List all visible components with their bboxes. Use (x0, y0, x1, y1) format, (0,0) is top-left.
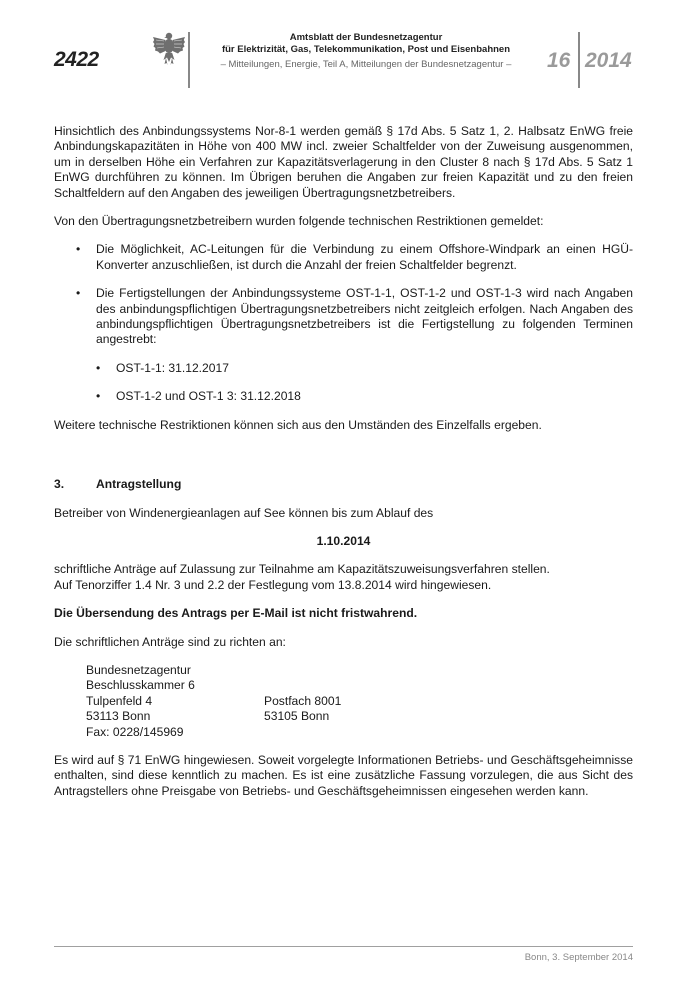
paragraph-anbindungssystem: Hinsichtlich des Anbindungssystems Nor-8-1 werden gemäß § 17d Abs. 5 Satz 1, 2. Halbsatz EnWG freie Anbindungskapazitäten in Höhe von 400 MW incl. zweier Schaltfelder von der Zuweisung ausgenommen, um in derselben Höhe ein Verfahren zur Kapazitätsverlagerung in den Cluster 8 nach § 17d Abs. 5 Satz 1 EnWG durchführen zu können. Im Übrigen beruhen die Angaben zur freien Kapazität und zu den freien Schaltfeldern auf den Angaben des jeweiligen Übertragungsnetzbetreibers. (54, 124, 633, 200)
paragraph-restriktionen-intro: Von den Übertragungsnetzbetreibern wurden folgende technischen Restriktionen gemeldet: (54, 214, 544, 229)
section-number: 3. (54, 477, 65, 492)
paragraph-antraege-line-2: Auf Tenorziffer 1.4 Nr. 3 und 2.2 der Festlegung vom 13.8.2014 wird hingewiesen. (54, 577, 492, 592)
footer-divider (54, 946, 633, 947)
address-row-street (86, 694, 633, 709)
paragraph-antraege-line-1: schriftliche Anträge auf Zulassung zur Teilnahme am Kapazitätszuweisungsverfahren stellen. (54, 562, 550, 577)
address-postbox-city: 53105 Bonn (264, 709, 330, 724)
gazette-subtitle: – Mitteilungen, Energie, Teil A, Mitteilungen der Bundesnetzagentur – (220, 59, 512, 70)
deadline-date: 1.10.2014 (316, 533, 371, 548)
restriction-list (54, 242, 633, 347)
completion-date-ost-1-2-3: • OST-1-2 und OST-1 3: 31.12.2018 (54, 389, 633, 404)
postal-address (54, 663, 633, 740)
restriction-item-fertigstellung: • Die Fertigstellungen der Anbindungssysteme OST-1-1, OST-1-2 und OST-1-3 wird nach Angaben des anbindungspflichtigen Übertragungsnetzbetreibers nicht zeitgleich erfolgen. Nach Angaben des anbindungspflichtigen Übertragungsnetzbetreibers ist die Fertigstellung zu folgenden Terminen angestrebt: (54, 286, 633, 348)
header-divider (188, 32, 190, 88)
completion-date-ost-1-1: • OST-1-1: 31.12.2017 (54, 361, 633, 376)
address-row-city (86, 709, 633, 724)
issue-number: 16 (547, 49, 571, 72)
address-agency: Bundesnetzagentur (86, 662, 191, 677)
address-fax: Fax: 0228/145969 (86, 724, 184, 739)
section-heading (54, 477, 633, 492)
issue-year: 2014 (585, 49, 632, 72)
issue-divider (578, 32, 580, 88)
address-postbox: Postfach 8001 (264, 693, 342, 708)
address-street: Tulpenfeld 4 (86, 693, 153, 708)
address-chamber: Beschlusskammer 6 (86, 678, 195, 693)
address-city: 53113 Bonn (86, 709, 151, 724)
page-number: 2422 (54, 48, 99, 71)
gazette-title-line-1: Amtsblatt der Bundesnetzagentur (289, 32, 443, 43)
federal-eagle-icon (152, 31, 186, 67)
paragraph-geschaeftsgeheimnisse: Es wird auf § 71 EnWG hingewiesen. Soweit vorgelegte Informationen Betriebs- und Geschäftsgeheimnisse enthalten, sind diese kenntlich zu machen. Es ist eine zusätzliche Fassung vorzulegen, die aus Sicht des Antragstellers ohne Preisgabe von Betriebs- und Geschäftsgeheimnissen eingesehen werden kann. (54, 752, 633, 798)
email-notice: Die Übersendung des Antrags per E-Mail ist nicht fristwahrend. (54, 606, 418, 621)
gazette-title (210, 32, 522, 56)
gazette-title-line-2: für Elektrizität, Gas, Telekommunikation, Post und Eisenbahnen (221, 44, 511, 55)
document-body (54, 124, 633, 799)
paragraph-weitere-restriktionen: Weitere technische Restriktionen können sich aus den Umständen des Einzelfalls ergeben. (54, 417, 542, 432)
restriction-item-ac-leitungen: • Die Möglichkeit, AC-Leitungen für die Verbindung zu einem Offshore-Windpark an einen HGÜ-Konverter anzuschließen, ist durch die Anzahl der freien Schaltfelder begrenzt. (54, 242, 633, 273)
completion-dates-list (54, 361, 633, 405)
paragraph-antragsfrist: Betreiber von Windenergieanlagen auf See können bis zum Ablauf des (54, 505, 434, 520)
section-title: Antragstellung (96, 477, 182, 492)
paragraph-adressat: Die schriftlichen Anträge sind zu richten an: (54, 634, 286, 649)
footer-date: Bonn, 3. September 2014 (524, 952, 633, 963)
